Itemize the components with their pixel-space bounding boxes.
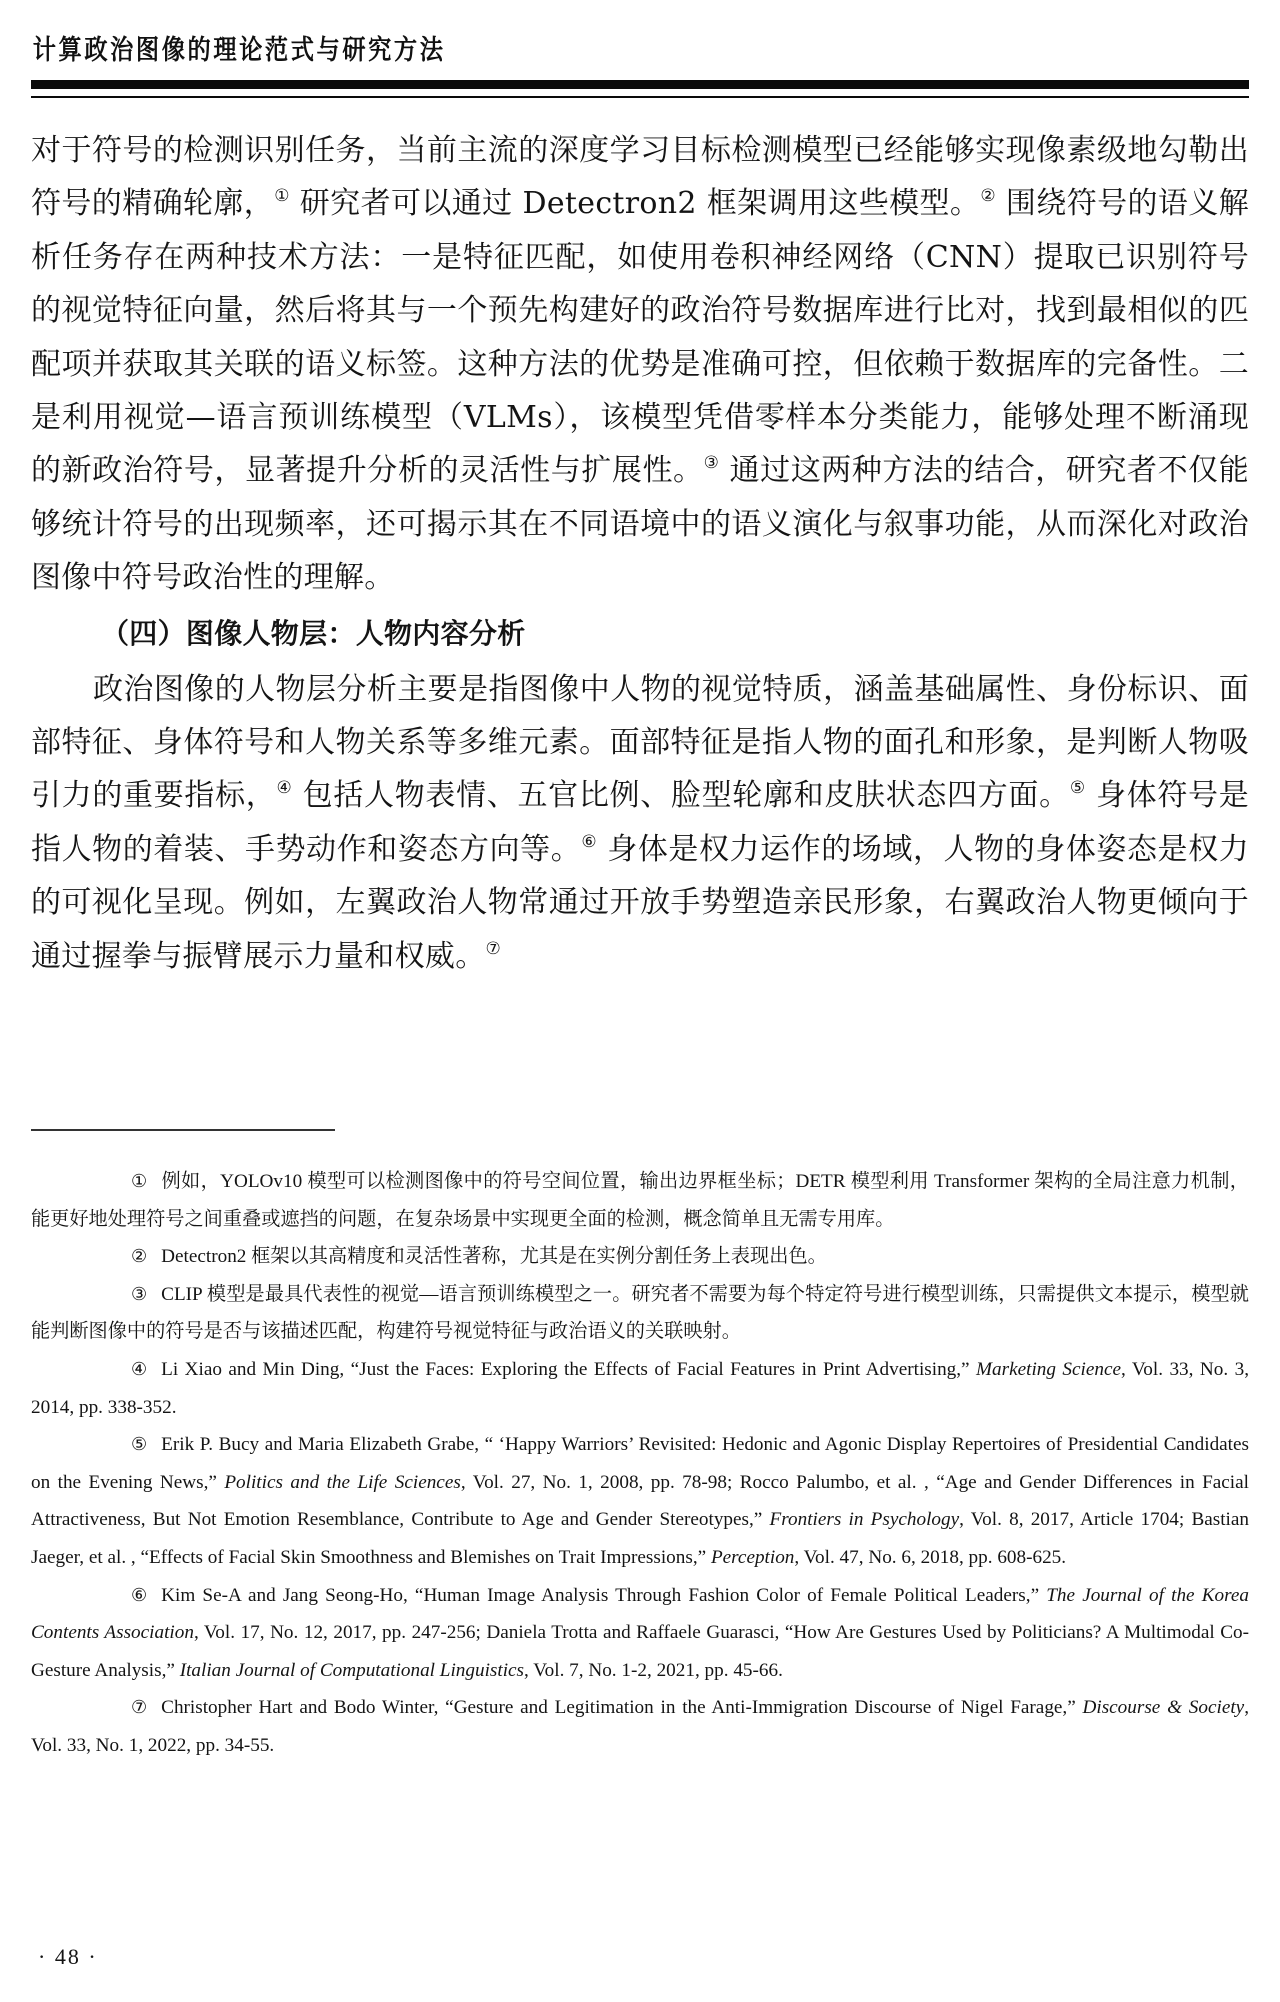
footnote-marker: ⑥ — [131, 1584, 148, 1606]
text-run: Li Xiao and Min Ding, “Just the Faces: Exploring the Effects of Facial Features in Print Advertising,” — [161, 1358, 977, 1380]
footnote-reference[interactable]: ⑦ — [485, 938, 502, 959]
page-number: · 48 · — [38, 1944, 98, 1969]
running-title: 计算政治图像的理论范式与研究方法 — [32, 35, 446, 66]
page-header — [31, 34, 1249, 68]
journal-title: Politics and the Life Sciences — [224, 1471, 461, 1493]
footnote-marker: ④ — [131, 1358, 148, 1380]
text-run: 例如，YOLOv10 模型可以检测图像中的符号空间位置，输出边界框坐标；DETR 模型利用 Transformer 架构的全局注意力机制，能更好地处理符号之间重叠或遮挡的问题，在复杂场景中实现更全面的检测，概念简单且无需专用库。 — [31, 1171, 1249, 1230]
text-run: CLIP 模型是最具代表性的视觉—语言预训练模型之一。研究者不需要为每个特定符号进行模型训练，只需提供文本提示，模型就能判断图像中的符号是否与该描述匹配，构建符号视觉特征与政治语义的关联映射。 — [31, 1283, 1249, 1343]
footnote-reference[interactable]: ① — [274, 186, 290, 207]
footnote-item — [31, 1238, 1249, 1276]
text-run: 身体是权力运作的场域，人物的身体姿态是权力的可视化呈现。例如，左翼政治人物常通过开放手势塑造亲民形象，右翼政治人物更倾向于通过握拳与振臂展示力量和权威。 — [31, 831, 1250, 974]
journal-title: Frontiers in Psychology — [769, 1509, 960, 1531]
footnote-item — [31, 1577, 1249, 1690]
body-paragraph-2 — [31, 663, 1249, 983]
text-run: , Vol. 47, No. 6, 2018, pp. 608-625. — [794, 1546, 1067, 1568]
footnote-reference[interactable]: ⑤ — [1069, 778, 1086, 799]
text-run: , Vol. 33, No. 1, 2022, pp. 34-55. — [31, 1697, 1249, 1756]
text-run: Detectron2 框架以其高精度和灵活性著称，尤其是在实例分割任务上表现出色。 — [161, 1246, 827, 1268]
journal-title: The Journal of the Korea Contents Association — [31, 1584, 1249, 1644]
body-paragraph-1 — [31, 124, 1249, 605]
text-run: , Vol. 7, No. 1-2, 2021, pp. 45-66. — [524, 1659, 783, 1681]
text-run: Erik P. Bucy and Maria Elizabeth Grabe, “ ‘Happy Warriors’ Revisited: Hedonic and Agonic Display Repertoires of Presidential Candidates on the Evening News,” — [31, 1434, 1249, 1493]
footnote-reference[interactable]: ② — [980, 186, 996, 207]
footnote-item — [31, 1351, 1249, 1426]
footnote-reference[interactable]: ④ — [276, 778, 293, 799]
text-run: 围绕符号的语义解析任务存在两种技术方法：一是特征匹配，如使用卷积神经网络（CNN）提取已识别符号的视觉特征向量，然后将其与一个预先构建好的政治符号数据库进行比对，找到最相似的匹配项并获取其关联的语义标签。这种方法的优势是准确可控，但依赖于数据库的完备性。二是利用视觉—语言预训练模型（VLMs），该模型凭借零样本分类能力，能够处理不断涌现的新政治符号，显著提升分析的灵活性与扩展性。 — [31, 186, 1249, 489]
text-run: 政治图像的人物层分析主要是指图像中人物的视觉特质，涵盖基础属性、身份标识、面部特征、身体符号和人物关系等多维元素。面部特征是指人物的面孔和形象，是判断人物吸引力的重要指标， — [31, 671, 1249, 814]
footnote-separator — [31, 1129, 335, 1131]
journal-title: Marketing Science — [976, 1358, 1121, 1380]
footnote-marker: ⑦ — [131, 1697, 148, 1719]
footnote-marker: ③ — [131, 1283, 148, 1305]
footnote-marker: ② — [131, 1246, 148, 1268]
text-run: 包括人物表情、五官比例、脸型轮廓和皮肤状态四方面。 — [292, 778, 1070, 814]
footnote-reference[interactable]: ⑥ — [581, 831, 598, 852]
main-body — [31, 124, 1249, 983]
footnote-reference[interactable]: ③ — [703, 453, 720, 474]
journal-title: Italian Journal of Computational Linguistics — [179, 1659, 525, 1681]
journal-title: Perception — [710, 1546, 795, 1568]
text-run: Kim Se-A and Jang Seong-Ho, “Human Image Analysis Through Fashion Color of Female Political Leaders,” — [161, 1584, 1047, 1606]
header-rule-thin — [31, 96, 1249, 98]
footnotes-section — [31, 1163, 1249, 1765]
footnote-marker: ⑤ — [131, 1434, 148, 1456]
section-heading: （四）图像人物层：人物内容分析 — [101, 616, 526, 650]
text-run: Christopher Hart and Bodo Winter, “Gesture and Legitimation in the Anti-Immigration Discourse of Nigel Farage,” — [161, 1697, 1083, 1719]
text-run: , Vol. 33, No. 3, 2014, pp. 338-352. — [31, 1358, 1249, 1418]
footnote-item — [31, 1689, 1249, 1764]
text-run: 研究者可以通过 Detectron2 框架调用这些模型。 — [289, 186, 981, 222]
journal-title: Discourse & Society — [1082, 1697, 1245, 1719]
text-run: 通过这两种方法的结合，研究者不仅能够统计符号的出现频率，还可揭示其在不同语境中的语义演化与叙事功能，从而深化对政治图像中符号政治性的理解。 — [31, 453, 1250, 596]
text-run: , Vol. 17, No. 12, 2017, pp. 247-256; Daniela Trotta and Raffaele Guarasci, “How Are Gestures Used by Politicians? A Multimodal Co-Gesture Analysis,” — [31, 1622, 1250, 1681]
text-run: , Vol. 27, No. 1, 2008, pp. 78-98; Rocco Palumbo, et al. , “Age and Gender Differences in Facial Attractiveness, But Not Emotion Resemblance, Contribute to Age and Gender Stereotypes,” — [31, 1471, 1249, 1531]
text-run: , Vol. 8, 2017, Article 1704; Bastian Jaeger, et al. , “Effects of Facial Skin Smoothness and Blemishes on Trait Impressions,” — [31, 1509, 1249, 1568]
text-run: 身体符号是指人物的着装、手势动作和姿态方向等。 — [31, 778, 1250, 867]
footnote-item — [31, 1426, 1249, 1576]
text-run: 对于符号的检测识别任务，当前主流的深度学习目标检测模型已经能够实现像素级地勾勒出符号的精确轮廓， — [31, 133, 1249, 222]
footnote-item — [31, 1276, 1249, 1351]
header-rule-thick — [31, 80, 1249, 89]
footnote-item — [31, 1163, 1249, 1238]
footnote-marker: ① — [131, 1171, 148, 1192]
